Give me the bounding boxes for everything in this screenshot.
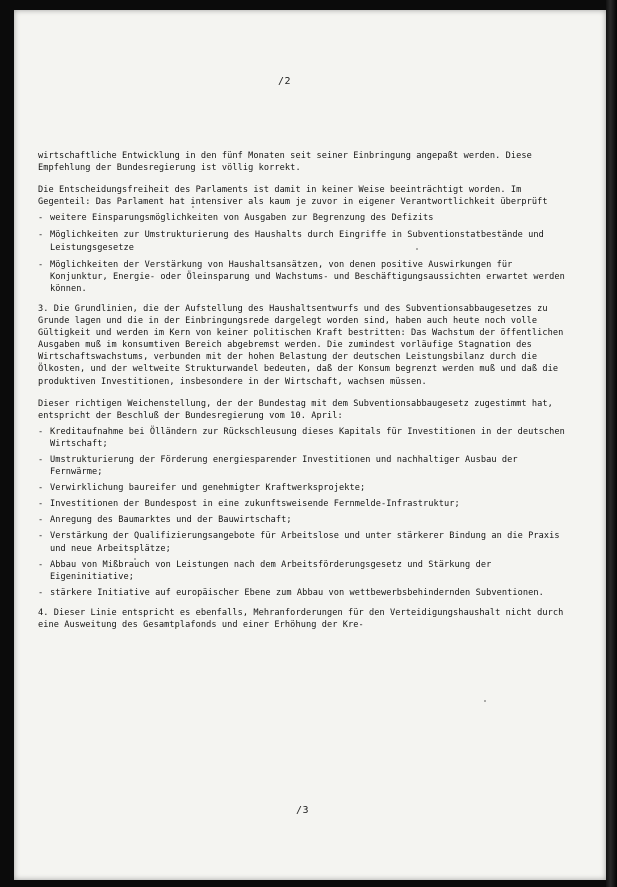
scan-speck bbox=[484, 700, 486, 702]
scan-border bbox=[606, 0, 617, 887]
list-item: - Möglichkeiten der Verstärkung von Haushaltsansätzen, von denen positive Auswirkungen für Konjunktur, Energie- oder Öleinsparung und Wachstums- und Beschäftigungsaussichten erwartet werden können. bbox=[38, 259, 573, 295]
document-body bbox=[38, 150, 573, 641]
list-item: - Verwirklichung baureifer und genehmigter Kraftwerksprojekte; bbox=[38, 482, 573, 494]
list-item: - Anregung des Baumarktes und der Bauwirtschaft; bbox=[38, 514, 573, 526]
decision-list bbox=[38, 426, 573, 599]
point-4-paragraph: 4. Dieser Linie entspricht es ebenfalls, Mehranforderungen für den Verteidigungshaushalt nicht durch eine Ausweitung des Gesamtplafonds und einer Erhöhung der Kre- bbox=[38, 607, 564, 630]
list-item: - Verstärkung der Qualifizierungsangebote für Arbeitslose und unter stärkerer Bindung an die Praxis und neue Arbeitsplätze; bbox=[38, 530, 573, 554]
review-list bbox=[38, 212, 573, 295]
list-item: - Investitionen der Bundespost in eine zukunftsweisende Fernmelde-Infrastruktur; bbox=[38, 498, 573, 510]
list-item: - Abbau von Mißbrauch von Leistungen nach dem Arbeitsförderungsgesetz und Stärkung der Eigeninitiative; bbox=[38, 559, 573, 583]
page-marker-bottom: /3 bbox=[296, 805, 310, 816]
list-item: - Möglichkeiten zur Umstrukturierung des Haushalts durch Eingriffe in Subventionstatbestände und Leistungsgesetze bbox=[38, 229, 573, 253]
intro-continuation: wirtschaftliche Entwicklung in den fünf Monaten seit seiner Einbringung angepaßt werden. Diese Empfehlung der Bundesregierung ist völlig korrekt. bbox=[38, 151, 532, 174]
page-marker-top: /2 bbox=[278, 76, 292, 87]
list-item: - Umstrukturierung der Förderung energiesparender Investitionen und nachhaltiger Ausbau der Fernwärme; bbox=[38, 454, 573, 478]
point-3-paragraph: 3. Die Grundlinien, die der Aufstellung des Haushaltsentwurfs und des Subventionsabbaugesetzes zu Grunde lagen und die in der Einbringungsrede dargelegt worden sind, haben auch heute noch volle Gültigkeit und werden im Kern von keiner politischen Kraft bestritten: Das Wachstum der öffentlichen Ausgaben muß im konsumtiven Bereich abgebremst werden. Die zumindest vorläufige Stagnation des Wirtschaftswachstums, verbunden mit der hohen Belastung der deutschen Leistungsbilanz durch die Ölkosten, und der weltweite Strukturwandel bedeuten, daß der Konsum begrenzt werden muß und daß die produktiven Investitionen, insbesondere in der Wirtschaft, wachsen müssen. bbox=[38, 303, 564, 387]
list-item: - Kreditaufnahme bei Ölländern zur Rückschleusung dieses Kapitals für Investitionen in der deutschen Wirtschaft; bbox=[38, 426, 573, 450]
weichen-paragraph: Dieser richtigen Weichenstellung, der der Bundestag mit dem Subventionsabbaugesetz zugestimmt hat, entspricht der Beschluß der Bundesregierung vom 10. April: bbox=[38, 398, 553, 421]
parliament-paragraph: Die Entscheidungsfreiheit des Parlaments ist damit in keiner Weise beeinträchtigt worden. Im Gegenteil: Das Parlament hat intensiver als kaum je zuvor in eigener Verantwortlichkeit überprüft bbox=[38, 185, 548, 208]
list-item: - weitere Einsparungsmöglichkeiten von Ausgaben zur Begrenzung des Defizits bbox=[38, 212, 573, 224]
list-item: - stärkere Initiative auf europäischer Ebene zum Abbau von wettbewerbsbehindernden Subventionen. bbox=[38, 587, 573, 599]
